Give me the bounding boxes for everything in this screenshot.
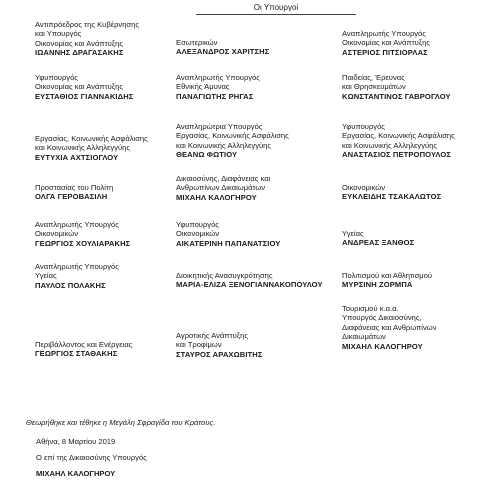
minister-role: Αναπληρωτής Υπουργός Υγείας xyxy=(35,262,119,281)
minister-name: ΜΙΧΑΗΛ ΚΑΛΟΓΗΡΟΥ xyxy=(176,192,257,202)
minister-role: Εσωτερικών xyxy=(176,38,218,47)
minister-name: ΠΑΝΑΓΙΩΤΗΣ ΡΗΓΑΣ xyxy=(176,91,254,101)
signing-minister-label: Ο επί της Δικαιοσύνης Υπουργός xyxy=(36,453,147,462)
minister-entry xyxy=(35,220,130,248)
minister-entry xyxy=(176,73,260,101)
minister-role: Προστασίας του Πολίτη xyxy=(35,183,114,192)
minister-entry xyxy=(342,271,432,290)
minister-entry xyxy=(342,122,455,160)
header-title: Οι Υπουργοί xyxy=(253,3,299,12)
minister-role: Αναπληρωτής Υπουργός Εθνικής Άμυνας xyxy=(176,73,260,92)
minister-role: Πολιτισμού και Αθλητισμού xyxy=(342,271,433,280)
minister-name: ΑΙΚΑΤΕΡΙΝΗ ΠΑΠΑΝΑΤΣΙΟΥ xyxy=(176,238,281,248)
minister-name: ΘΕΑΝΩ ΦΩΤΙΟΥ xyxy=(176,150,238,160)
minister-role: Αναπληρώτρια Υπουργός Εργασίας, Κοινωνικής Ασφάλισης και Κοινωνικής Αλληλεγγύης xyxy=(176,122,289,150)
minister-entry xyxy=(342,183,441,202)
minister-name: ΙΩΑΝΝΗΣ ΔΡΑΓΑΣΑΚΗΣ xyxy=(35,48,124,58)
minister-name: ΑΣΤΕΡΙΟΣ ΠΙΤΣΙΟΡΛΑΣ xyxy=(342,47,428,57)
minister-role: Υφυπουργός Εργασίας, Κοινωνικής Ασφάλισης και Κοινωνικής Αλληλεγγύης xyxy=(342,122,455,150)
ministers-header xyxy=(196,0,356,10)
place-date: Αθήνα, 8 Μαρτίου 2019 xyxy=(36,437,116,446)
minister-entry xyxy=(176,122,289,160)
minister-role: Παιδείας, Έρευνας και Θρησκευμάτων xyxy=(342,73,406,92)
minister-entry xyxy=(35,183,113,202)
minister-name: ΑΛΕΞΑΝΔΡΟΣ ΧΑΡΙΤΣΗΣ xyxy=(176,47,270,57)
minister-name: ΕΥΤΥΧΙΑ ΑΧΤΣΙΟΓΛΟΥ xyxy=(35,152,119,162)
minister-entry xyxy=(35,134,148,162)
minister-name: ΑΝΑΣΤΑΣΙΟΣ ΠΕΤΡΟΠΟΥΛΟΣ xyxy=(342,150,452,160)
sealing-statement: Θεωρήθηκε και τέθηκε η Μεγάλη Σφραγίδα του Κράτους. xyxy=(26,418,216,427)
minister-role: Οικονομικών xyxy=(342,183,386,192)
header-rule xyxy=(196,14,356,15)
minister-entry xyxy=(342,229,414,248)
minister-entry xyxy=(176,38,269,57)
minister-name: ΕΥΚΛΕΙΔΗΣ ΤΣΑΚΑΛΩΤΟΣ xyxy=(342,192,442,202)
minister-name: ΟΛΓΑ ΓΕΡΟΒΑΣΙΛΗ xyxy=(35,192,108,202)
minister-name: ΓΕΩΡΓΙΟΣ ΧΟΥΛΙΑΡΑΚΗΣ xyxy=(35,238,131,248)
minister-entry xyxy=(35,73,133,101)
minister-entry xyxy=(342,304,437,351)
minister-name: ΣΤΑΥΡΟΣ ΑΡΑΧΩΒΙΤΗΣ xyxy=(176,349,263,359)
minister-role: Περιβάλλοντος και Ενέργειας xyxy=(35,340,133,349)
minister-entry xyxy=(35,20,139,58)
minister-role: Δικαιοσύνης, Διαφάνειας και Ανθρωπίνων Δικαιωμάτων xyxy=(176,174,271,193)
minister-entry xyxy=(176,174,270,202)
minister-role: Αντιπρόεδρος της Κυβέρνησης και Υπουργός Οικονομίας και Ανάπτυξης xyxy=(35,20,139,48)
minister-role: Εργασίας, Κοινωνικής Ασφάλισης και Κοινωνικής Αλληλεγγύης xyxy=(35,134,148,153)
minister-entry xyxy=(176,220,280,248)
minister-name: ΑΝΔΡΕΑΣ ΞΑΝΘΟΣ xyxy=(342,238,415,248)
minister-role: Αγροτικής Ανάπτυξης και Τροφίμων xyxy=(176,331,249,350)
signing-minister-name: ΜΙΧΑΗΛ ΚΑΛΟΓΗΡΟΥ xyxy=(36,469,116,478)
minister-role: Αναπληρωτής Υπουργός Οικονομίας και Ανάπτυξης xyxy=(342,29,431,48)
minister-name: ΠΑΥΛΟΣ ΠΟΛΑΚΗΣ xyxy=(35,280,106,290)
minister-name: ΓΕΩΡΓΙΟΣ ΣΤΑΘΑΚΗΣ xyxy=(35,349,118,359)
minister-entry xyxy=(342,73,451,101)
minister-name: ΜΙΧΑΗΛ ΚΑΛΟΓΗΡΟΥ xyxy=(342,341,423,351)
minister-role: Υγείας xyxy=(342,229,364,238)
minister-role: Υφυπουργός Οικονομικών xyxy=(176,220,220,239)
minister-name: ΜΑΡΙΑ-ΕΛΙΖΑ ΞΕΝΟΓΙΑΝΝΑΚΟΠΟΥΛΟΥ xyxy=(176,280,323,290)
minister-role: Διοικητικής Ανασυγκρότησης xyxy=(176,271,273,280)
minister-entry xyxy=(35,262,119,290)
minister-role: Αναπληρωτής Υπουργός Οικονομικών xyxy=(35,220,119,239)
minister-name: ΚΩΝΣΤΑΝΤΙΝΟΣ ΓΑΒΡΟΓΛΟΥ xyxy=(342,91,451,101)
minister-entry xyxy=(176,331,263,359)
minister-name: ΜΥΡΣΙΝΗ ΖΟΡΜΠΑ xyxy=(342,280,413,290)
minister-entry xyxy=(35,340,132,359)
minister-name: ΕΥΣΤΑΘΙΟΣ ΓΙΑΝΝΑΚΙΔΗΣ xyxy=(35,91,134,101)
minister-entry xyxy=(176,271,323,290)
minister-role: Υφυπουργός Οικονομίας και Ανάπτυξης xyxy=(35,73,124,92)
minister-entry xyxy=(342,29,430,57)
minister-role: Τουρισμού κ.α.α. Υπουργός Δικαιοσύνης, Διαφάνειας και Ανθρωπίνων Δικαιωμάτων xyxy=(342,304,437,342)
